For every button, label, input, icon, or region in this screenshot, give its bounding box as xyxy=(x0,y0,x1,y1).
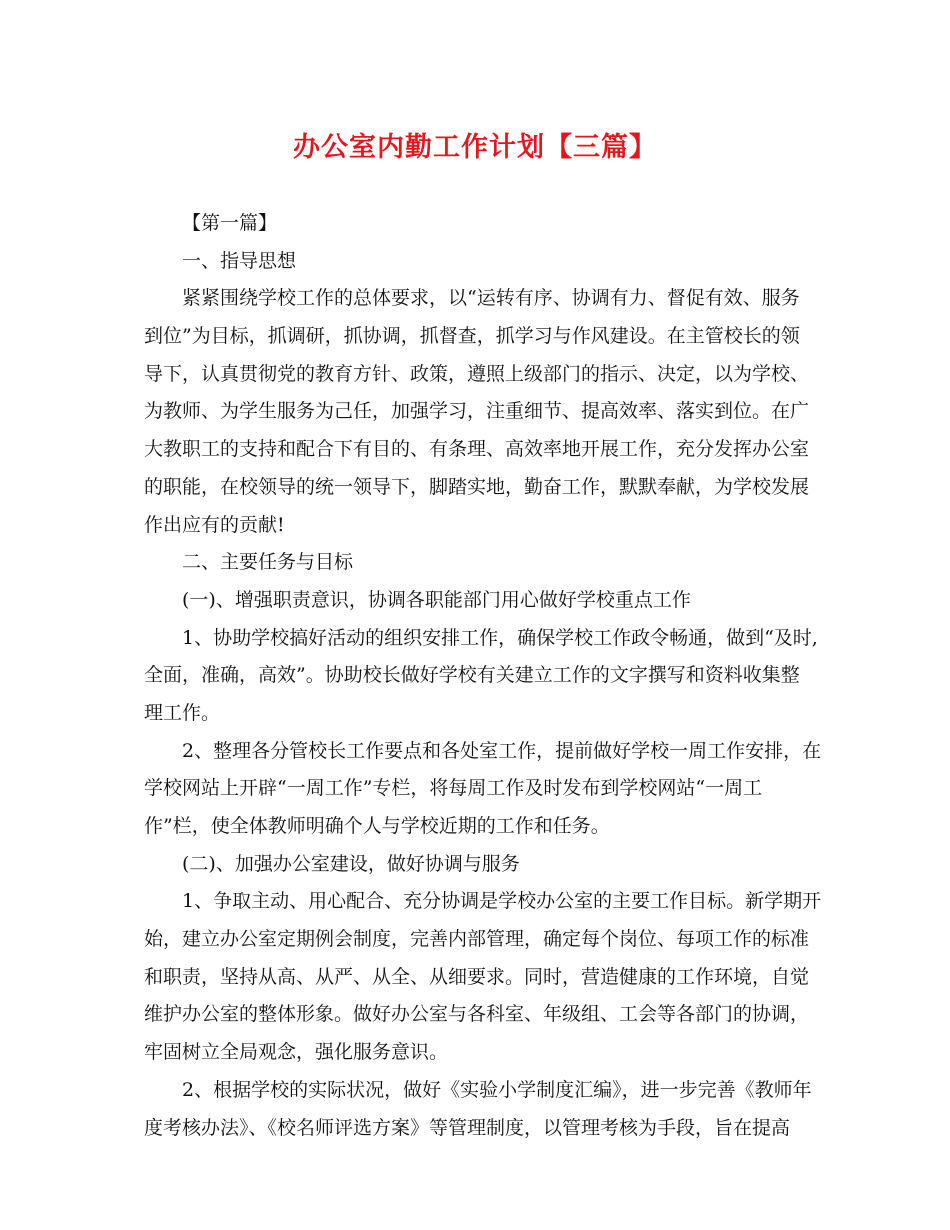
text-line: 【第一篇】 xyxy=(182,212,278,234)
text-line: (二)、加强办公室建设，做好协调与服务 xyxy=(182,852,520,875)
text-line: 作出应有的贡献! xyxy=(144,513,285,536)
text-line: 大教职工的支持和配合下有目的、有条理、高效率地开展工作，充分发挥办公室 xyxy=(144,438,810,461)
text-line: 2、整理各分管校长工作要点和各处室工作，提前做好学校一周工作安排，在 xyxy=(182,739,822,762)
text-line: 维护办公室的整体形象。做好办公室与各科室、年级组、工会等各部门的协调， xyxy=(144,1003,810,1026)
text-line: 的职能，在校领导的统一领导下，脚踏实地，勤奋工作，默默奉献，为学校发展 xyxy=(144,475,810,498)
text-line: 始，建立办公室定期例会制度，完善内部管理，确定每个岗位、每项工作的标准 xyxy=(144,928,810,951)
text-line: 一、指导思想 xyxy=(182,249,297,272)
text-line: 全面，准确，高效”。协助校长做好学校有关建立工作的文字撰写和资料收集整 xyxy=(144,664,800,687)
text-line: 为教师、为学生服务为己任，加强学习，注重细节、提高效率、落实到位。在广 xyxy=(144,400,810,423)
text-line: 1、争取主动、用心配合、充分协调是学校办公室的主要工作目标。新学期开 xyxy=(182,890,822,913)
text-line: 度考核办法》、《校名师评选方案》等管理制度，以管理考核为手段，旨在提高 xyxy=(144,1116,791,1139)
text-line: 1、协助学校搞好活动的组织安排工作，确保学校工作政令畅通，做到“及时, xyxy=(182,626,818,649)
text-line: 紧紧围绕学校工作的总体要求，以“运转有序、协调有力、督促有效、服务 xyxy=(182,287,800,310)
document-title: 办公室内勤工作计划【三篇】 xyxy=(293,132,657,163)
document-body xyxy=(144,205,824,1147)
text-line: 二、主要任务与目标 xyxy=(182,551,354,574)
text-line: 理工作。 xyxy=(144,701,221,724)
text-line: 牢固树立全局观念，强化服务意识。 xyxy=(144,1041,449,1064)
text-line: (一)、增强职责意识，协调各职能部门用心做好学校重点工作 xyxy=(182,588,691,611)
text-line: 作”栏，使全体教师明确个人与学校近期的工作和任务。 xyxy=(144,815,610,837)
text-line: 到位”为目标，抓调研，抓协调，抓督查，抓学习与作风建设。在主管校长的领 xyxy=(144,325,800,348)
text-line: 学校网站上开辟“一周工作”专栏，将每周工作及时发布到学校网站“一周工 xyxy=(144,777,763,800)
text-line: 和职责，坚持从高、从严、从全、从细要求。同时，营造健康的工作环境，自觉 xyxy=(144,965,810,988)
text-line: 2、根据学校的实际状况，做好《实验小学制度汇编》，进一步完善《教师年 xyxy=(182,1078,812,1101)
text-line: 导下，认真贯彻党的教育方针、政策，遵照上级部门的指示、决定，以为学校、 xyxy=(144,362,810,385)
